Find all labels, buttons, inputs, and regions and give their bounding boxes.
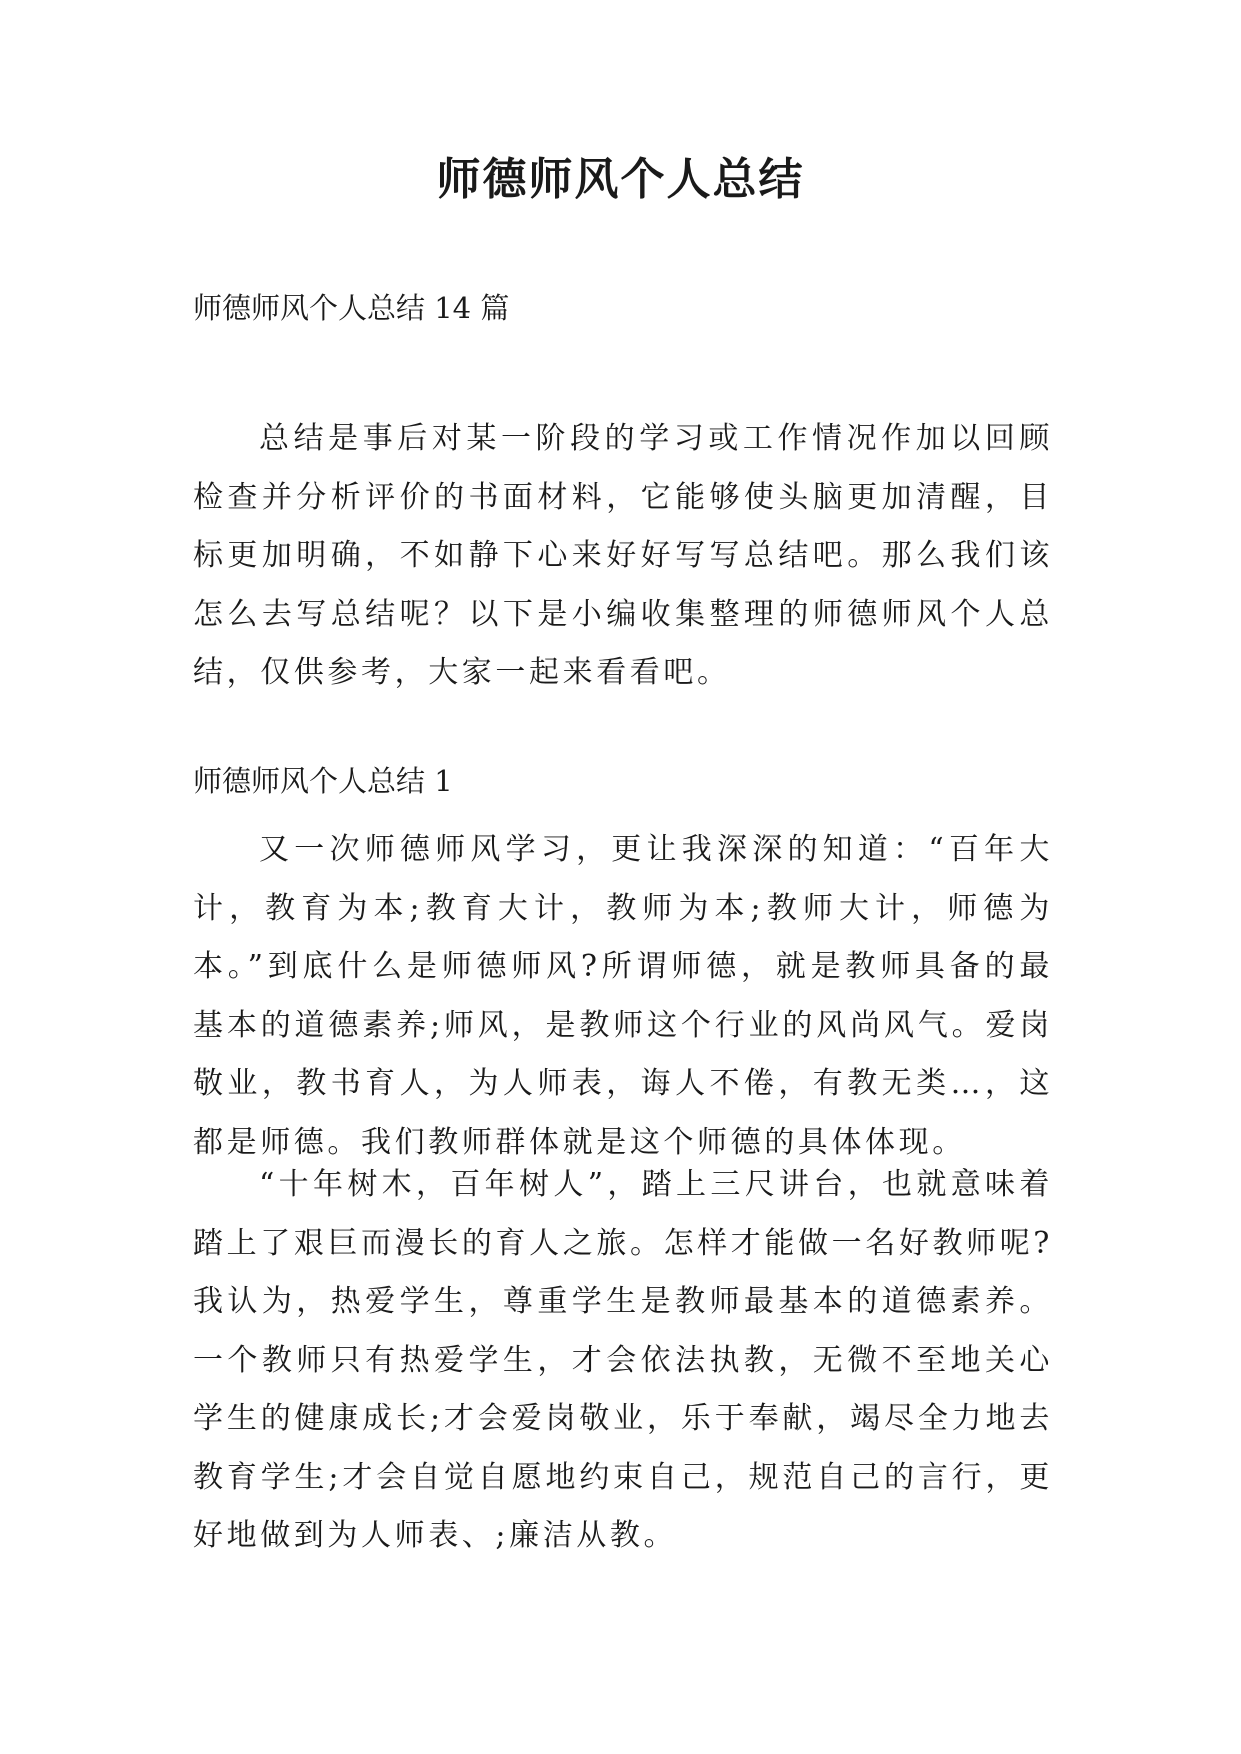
section-paragraph: “十年树木，百年树人”，踏上三尺讲台，也就意味着踏上了艰巨而漫长的育人之旅。怎样才能做一名好教师呢?我认为，热爱学生，尊重学生是教师最基本的道德素养。一个教师只有热爱学生，才会依法执教，无微不至地关心学生的健康成长;才会爱岗敬业，乐于奉献，竭尽全力地去教育学生;才会自觉自愿地约束自己，规范自己的言行，更好地做到为人师表、;廉洁从教。 [193,1167,1053,1553]
section-paragraph: 又一次师德师风学习，更让我深深的知道：“百年大计，教育为本;教育大计，教师为本;教师大计，师德为本。”到底什么是师德师风?所谓师德，就是教师具备的最基本的道德素养;师风，是教师这个行业的风尚风气。爱岗敬业，教书育人，为人师表，诲人不倦，有教无类…，这都是师德。我们教师群体就是这个师德的具体体现。 [193,832,1053,1160]
document-subtitle: 师德师风个人总结 14 篇 [193,291,510,325]
section-heading: 师德师风个人总结 1 [193,764,453,798]
intro-paragraph: 总结是事后对某一阶段的学习或工作情况作加以回顾检查并分析评价的书面材料，它能够使头脑更加清醒，目标更加明确，不如静下心来好好写写总结吧。那么我们该怎么去写总结呢？以下是小编收集整理的师德师风个人总结，仅供参考，大家一起来看看吧。 [193,421,1053,690]
document-title: 师德师风个人总结 [436,154,805,205]
